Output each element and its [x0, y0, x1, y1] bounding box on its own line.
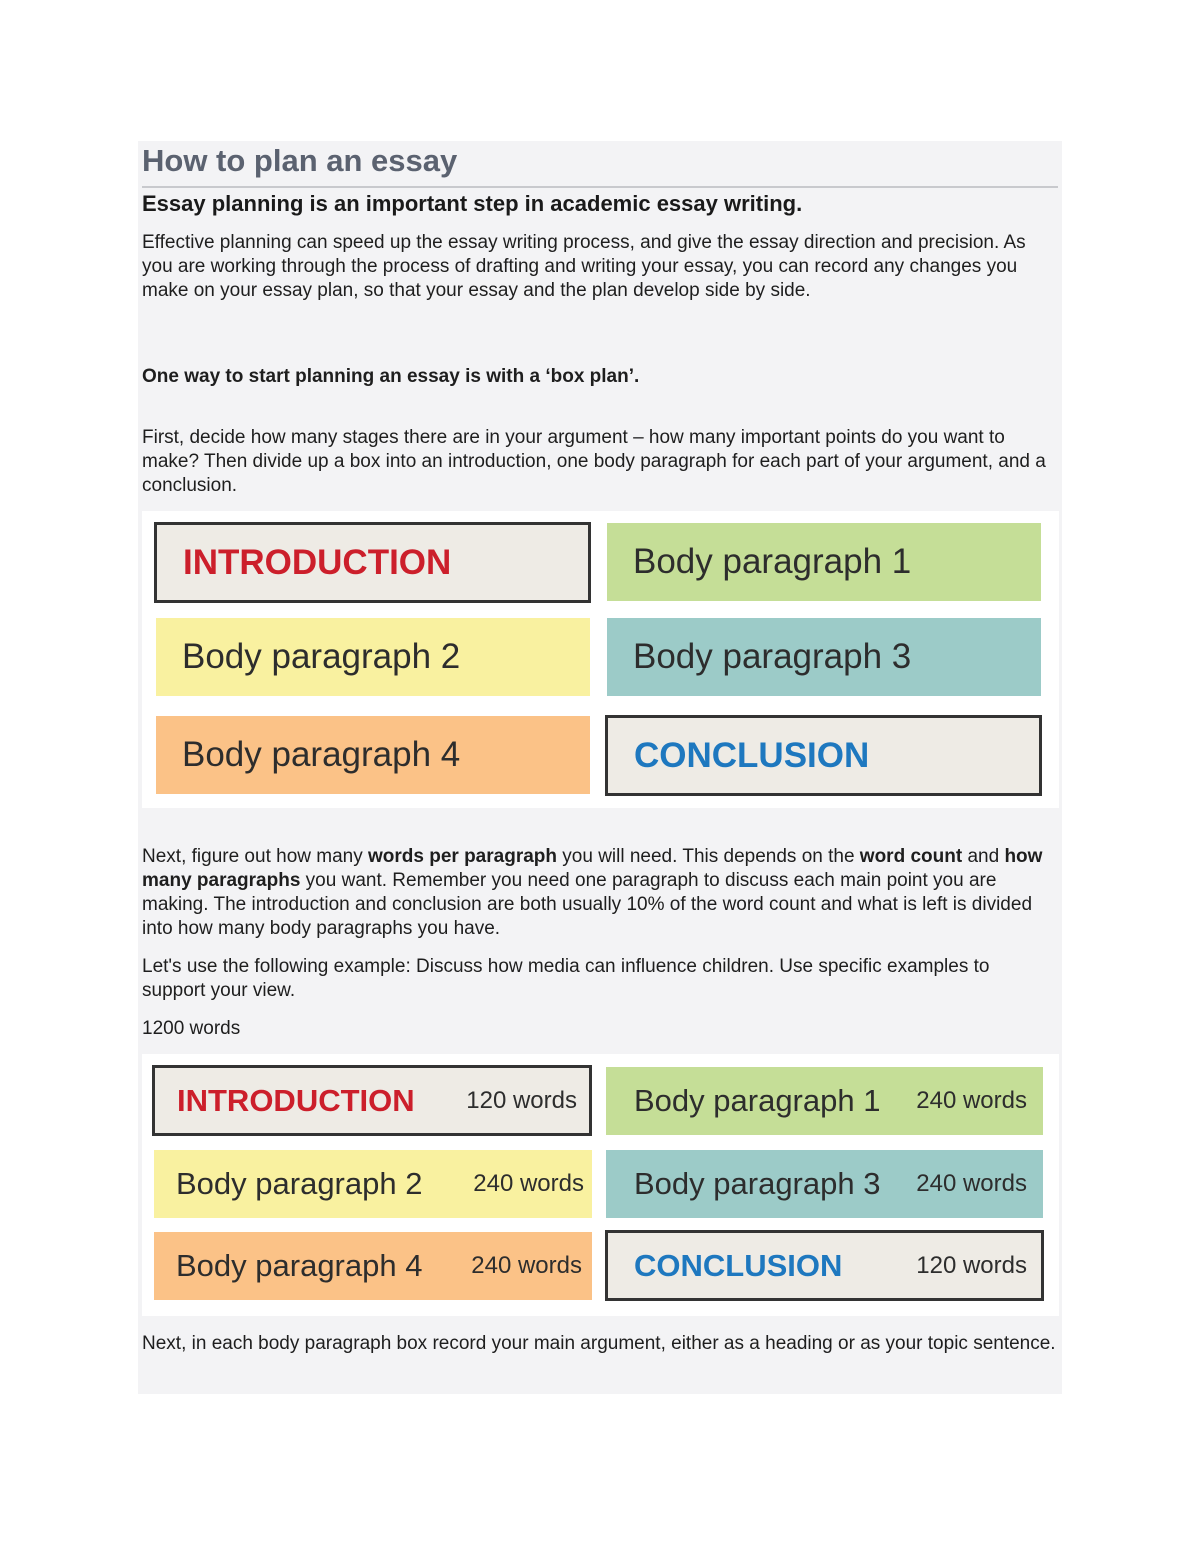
- document-panel: [138, 141, 1062, 1394]
- box2-body-2-label: Body paragraph 2: [176, 1166, 423, 1201]
- page-title: How to plan an essay: [142, 141, 1058, 188]
- first-step-paragraph: First, decide how many stages there are in your argument – how many important points do you want to make? Then divide up a box into an introduction, one body paragraph for each part of your argument, and a conclusion.: [142, 427, 1046, 496]
- example-paragraph: Let's use the following example: Discuss how media can influence children. Use specific examples to support your view.: [142, 956, 990, 1001]
- box2-conclusion: [605, 1230, 1044, 1301]
- box-body-4-label: Body paragraph 4: [182, 735, 461, 774]
- box-body-2-label: Body paragraph 2: [182, 637, 461, 676]
- next-step-bold-2: word count: [859, 846, 963, 867]
- box2-body-4-words: 240 words: [471, 1252, 582, 1279]
- next-step-bold-3: how many paragraphs: [142, 846, 1043, 891]
- box2-body-4-label: Body paragraph 4: [176, 1248, 423, 1283]
- box-introduction-label: INTRODUCTION: [183, 542, 452, 582]
- box-introduction: [154, 522, 591, 603]
- subtitle: Essay planning is an important step in academic essay writing.: [142, 191, 803, 216]
- box-body-4: [156, 716, 590, 794]
- box2-body-1-label: Body paragraph 1: [634, 1083, 881, 1118]
- box-body-1: [607, 523, 1041, 601]
- box-plan-1: [142, 511, 1059, 808]
- next-step-paragraph: [142, 845, 1057, 941]
- box-body-2: [156, 618, 590, 696]
- box-body-3-label: Body paragraph 3: [633, 637, 912, 676]
- next-step-text-2: you will need. This depends on the: [557, 846, 860, 867]
- next-step-text-4: you want. Remember you need one paragraph to discuss each main point you are making. The introduction and conclusion are both usually 10% of the word count and what is left is divided into how many body paragraphs you have.: [142, 870, 1033, 939]
- box2-body-1: [606, 1067, 1043, 1135]
- box2-body-3-label: Body paragraph 3: [634, 1166, 881, 1201]
- box2-body-1-words: 240 words: [916, 1087, 1027, 1114]
- box-plan-heading: One way to start planning an essay is with a ‘box plan’.: [142, 366, 640, 387]
- box2-body-3: [606, 1150, 1043, 1218]
- box-conclusion: [605, 715, 1042, 796]
- box2-introduction-label: INTRODUCTION: [177, 1082, 415, 1118]
- word-total: 1200 words: [142, 1018, 241, 1039]
- box-body-1-label: Body paragraph 1: [633, 542, 912, 581]
- box2-introduction-words: 120 words: [466, 1086, 577, 1114]
- box-body-3: [607, 618, 1041, 696]
- next-step-text-1: Next, figure out how many: [142, 846, 368, 867]
- intro-paragraph: Effective planning can speed up the essay writing process, and give the essay direction and precision. As you are working through the process of drafting and writing your essay, you can record any changes you make on your essay plan, so that your essay and the plan develop side by side.: [142, 232, 1026, 301]
- box2-body-3-words: 240 words: [916, 1170, 1027, 1197]
- box2-body-2-words: 240 words: [473, 1170, 584, 1197]
- box2-body-2: [154, 1150, 592, 1218]
- box-conclusion-label: CONCLUSION: [634, 735, 870, 775]
- box2-conclusion-label: CONCLUSION: [634, 1247, 843, 1283]
- box2-introduction: [152, 1065, 592, 1136]
- box2-body-4: [154, 1232, 592, 1300]
- box-plan-2: [142, 1054, 1059, 1316]
- next-step-bold-1: words per paragraph: [368, 846, 557, 867]
- final-step-paragraph: Next, in each body paragraph box record your main argument, either as a heading or as your topic sentence.: [142, 1333, 1056, 1354]
- box2-conclusion-words: 120 words: [916, 1251, 1027, 1279]
- next-step-text-3: and: [962, 846, 1005, 867]
